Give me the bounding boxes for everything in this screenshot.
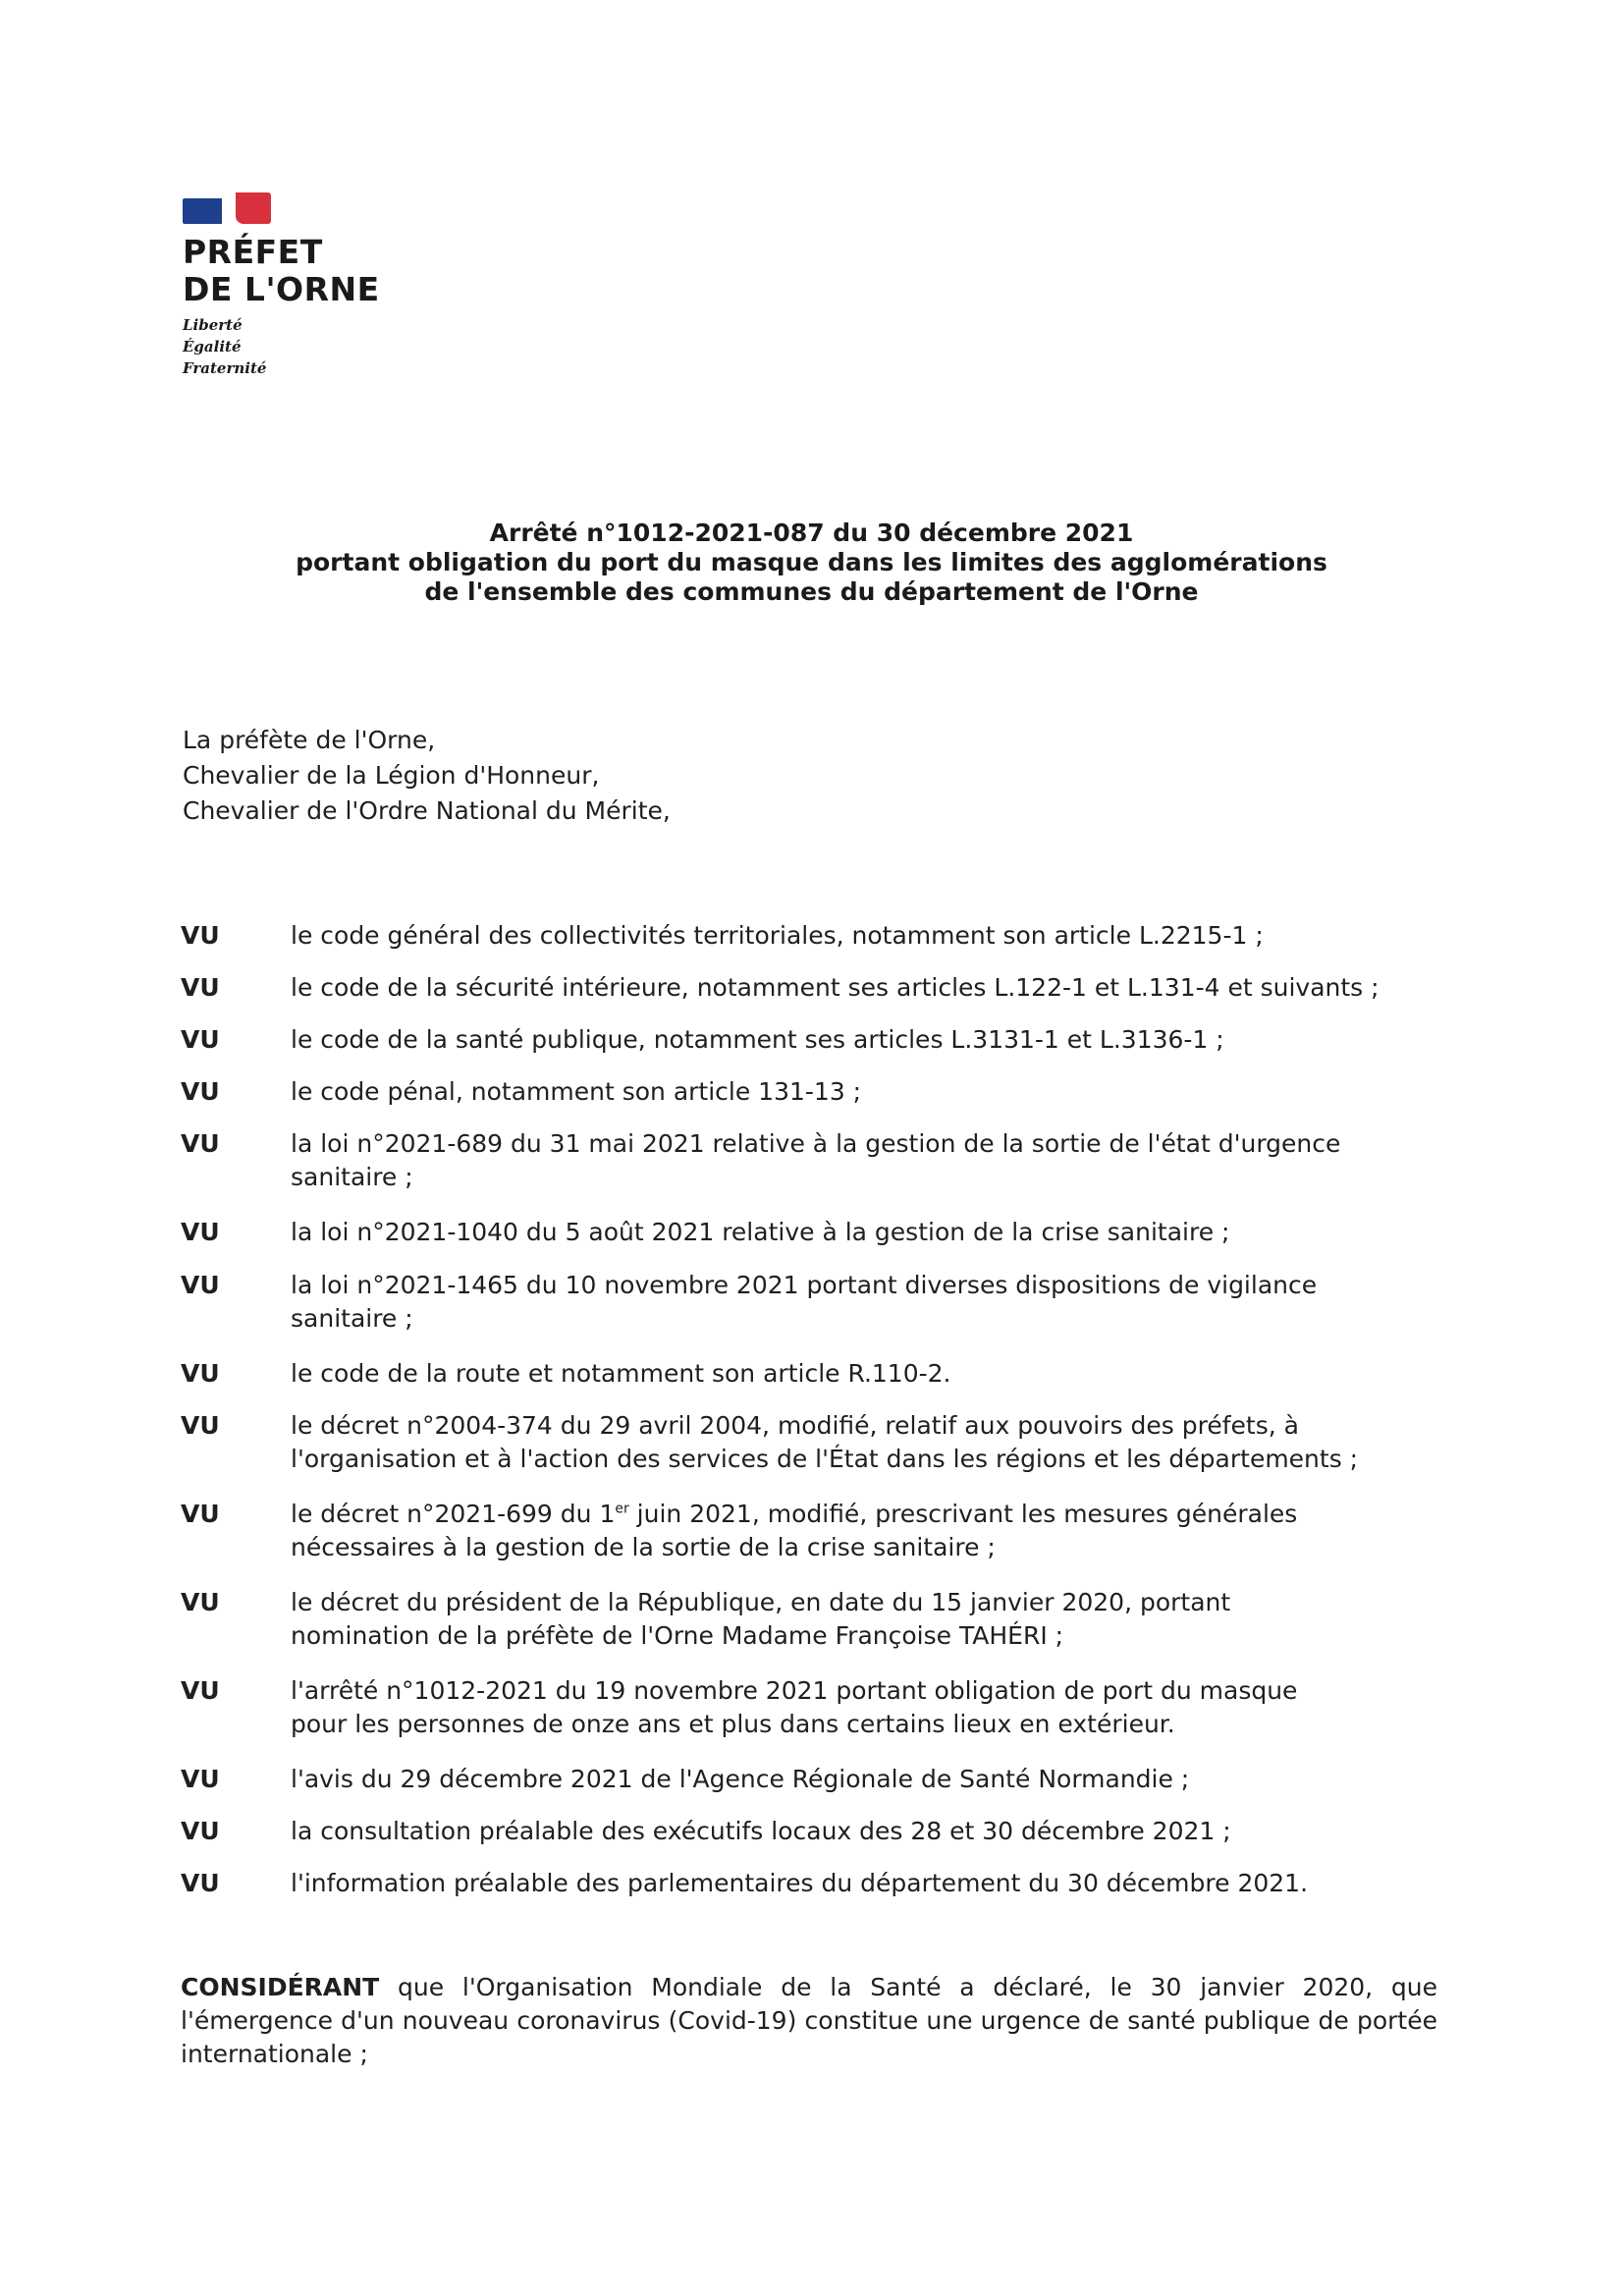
vu-label: VU bbox=[181, 1359, 220, 1388]
motto-egalite: Égalité bbox=[183, 338, 242, 355]
vu-label: VU bbox=[181, 1411, 220, 1440]
vu-label: VU bbox=[181, 1817, 220, 1845]
vu-text-line: l'information préalable des parlementaires du département du 30 décembre 2021. bbox=[291, 1869, 1309, 1897]
vu-text bbox=[291, 919, 1447, 953]
vu-label: VU bbox=[181, 1077, 220, 1106]
vu-item bbox=[181, 1409, 1447, 1476]
vu-text bbox=[291, 1075, 1447, 1109]
vu-item bbox=[181, 919, 1447, 953]
marianne-flag-icon bbox=[183, 192, 273, 224]
vu-text bbox=[291, 1867, 1447, 1900]
vu-text bbox=[291, 1127, 1447, 1194]
vu-text-line: sanitaire ; bbox=[291, 1304, 413, 1333]
vu-item bbox=[181, 1867, 1447, 1900]
vu-label: VU bbox=[181, 1588, 220, 1616]
motto-liberte: Liberté bbox=[183, 316, 243, 334]
vu-item bbox=[181, 1023, 1447, 1057]
intro-line-1: La préfète de l'Orne, bbox=[183, 726, 436, 754]
vu-text-line: le code général des collectivités territoriales, notamment son article L.2215-1 ; bbox=[291, 921, 1264, 950]
vu-text-line: la loi n°2021-1465 du 10 novembre 2021 portant diverses dispositions de vigilance bbox=[291, 1271, 1318, 1299]
vu-item bbox=[181, 1216, 1447, 1249]
vu-label: VU bbox=[181, 1869, 220, 1897]
logo-line-2: DE L'ORNE bbox=[183, 270, 380, 308]
vu-text-line: le décret n°2021-699 du 1er juin 2021, modifié, prescrivant les mesures générales bbox=[291, 1500, 1298, 1528]
vu-label: VU bbox=[181, 1500, 220, 1528]
vu-text bbox=[291, 1586, 1447, 1653]
vu-text-line: nomination de la préfète de l'Orne Madame Françoise TAHÉRI ; bbox=[291, 1621, 1064, 1650]
vu-text-line: le décret n°2004-374 du 29 avril 2004, modifié, relatif aux pouvoirs des préfets, à bbox=[291, 1411, 1299, 1440]
vu-item bbox=[181, 1763, 1447, 1796]
vu-text-line: l'avis du 29 décembre 2021 de l'Agence Régionale de Santé Normandie ; bbox=[291, 1765, 1190, 1793]
vu-item bbox=[181, 1674, 1447, 1741]
considerant-paragraph bbox=[181, 1971, 1437, 2071]
vu-text bbox=[291, 971, 1447, 1005]
vu-item bbox=[181, 1127, 1447, 1194]
vu-label: VU bbox=[181, 921, 220, 950]
vu-item bbox=[181, 1269, 1447, 1336]
vu-text bbox=[291, 1023, 1447, 1057]
logo-line-1: PRÉFET bbox=[183, 233, 323, 271]
title-line-3: de l'ensemble des communes du département de l'Orne bbox=[424, 577, 1199, 606]
vu-text bbox=[291, 1674, 1447, 1741]
vu-text bbox=[291, 1815, 1447, 1848]
vu-item bbox=[181, 1075, 1447, 1109]
vu-text-line: sanitaire ; bbox=[291, 1163, 413, 1191]
vu-text-line: le code de la santé publique, notamment ses articles L.3131-1 et L.3136-1 ; bbox=[291, 1025, 1224, 1054]
vu-text-line: l'arrêté n°1012-2021 du 19 novembre 2021 portant obligation de port du masque bbox=[291, 1676, 1298, 1705]
vu-item bbox=[181, 1815, 1447, 1848]
considerant-text: que l'Organisation Mondiale de la Santé a déclaré, le 30 janvier 2020, que l'émergence d'un nouveau coronavirus (Covid-19) constitue une urgence de santé publique de portée internationale ; bbox=[181, 1973, 1437, 2068]
vu-text-line: le décret du président de la République, en date du 15 janvier 2020, portant bbox=[291, 1588, 1231, 1616]
vu-text-line: nécessaires à la gestion de la sortie de la crise sanitaire ; bbox=[291, 1533, 996, 1561]
intro-line-2: Chevalier de la Légion d'Honneur, bbox=[183, 761, 600, 790]
vu-text-line: l'organisation et à l'action des services de l'État dans les régions et les départements ; bbox=[291, 1445, 1359, 1473]
vu-item bbox=[181, 971, 1447, 1005]
flag-red-band bbox=[236, 192, 271, 224]
title-line-2: portant obligation du port du masque dans les limites des agglomérations bbox=[296, 548, 1327, 576]
logo-title bbox=[183, 234, 380, 308]
vu-text bbox=[291, 1269, 1447, 1336]
vu-label: VU bbox=[181, 1765, 220, 1793]
vu-text-line: le code pénal, notamment son article 131-13 ; bbox=[291, 1077, 862, 1106]
prefecture-logo bbox=[183, 192, 380, 379]
vu-label: VU bbox=[181, 1271, 220, 1299]
vu-label: VU bbox=[181, 1129, 220, 1158]
vu-text-line: la consultation préalable des exécutifs locaux des 28 et 30 décembre 2021 ; bbox=[291, 1817, 1231, 1845]
vu-text-line: la loi n°2021-1040 du 5 août 2021 relative à la gestion de la crise sanitaire ; bbox=[291, 1218, 1230, 1246]
vu-label: VU bbox=[181, 1025, 220, 1054]
title-line-1: Arrêté n°1012-2021-087 du 30 décembre 2021 bbox=[489, 519, 1134, 547]
vu-item bbox=[181, 1357, 1447, 1391]
vu-text bbox=[291, 1216, 1447, 1249]
vu-text bbox=[291, 1763, 1447, 1796]
prefect-intro bbox=[183, 723, 671, 829]
vu-text-line: le code de la route et notamment son article R.110-2. bbox=[291, 1359, 951, 1388]
motto-fraternite: Fraternité bbox=[183, 359, 267, 377]
document-title bbox=[0, 519, 1623, 607]
intro-line-3: Chevalier de l'Ordre National du Mérite, bbox=[183, 796, 671, 825]
republic-motto bbox=[183, 314, 380, 379]
vu-text-line: le code de la sécurité intérieure, notamment ses articles L.122-1 et L.131-4 et suivants ; bbox=[291, 973, 1380, 1002]
vu-label: VU bbox=[181, 973, 220, 1002]
vu-label: VU bbox=[181, 1218, 220, 1246]
vu-text-line: la loi n°2021-689 du 31 mai 2021 relative à la gestion de la sortie de l'état d'urgence bbox=[291, 1129, 1341, 1158]
vu-text bbox=[291, 1498, 1447, 1564]
considerant-keyword: CONSIDÉRANT bbox=[181, 1973, 380, 2001]
vu-text bbox=[291, 1409, 1447, 1476]
vu-item bbox=[181, 1586, 1447, 1653]
vu-text bbox=[291, 1357, 1447, 1391]
vu-label: VU bbox=[181, 1676, 220, 1705]
vu-text-line: pour les personnes de onze ans et plus dans certains lieux en extérieur. bbox=[291, 1710, 1175, 1738]
flag-blue-band bbox=[183, 198, 222, 224]
vu-item bbox=[181, 1498, 1447, 1564]
flag-white-band bbox=[222, 194, 236, 224]
